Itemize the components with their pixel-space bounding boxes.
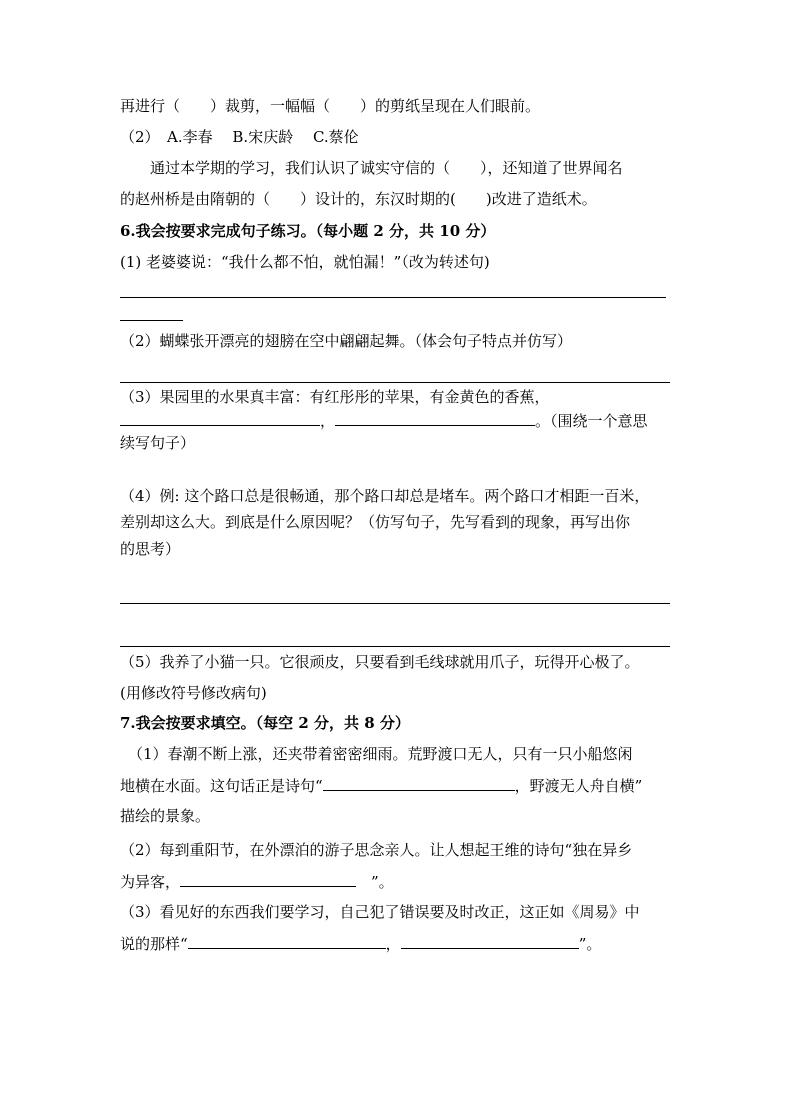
q7-1-blank[interactable] [323,775,515,791]
q6-5-instruction: (用修改符号修改病句) [120,684,267,702]
q6-4-answer-line-2[interactable] [120,646,670,647]
q6-2-answer-line[interactable] [120,382,670,383]
q5-line-3: 通过本学期的学习，我们认识了诚实守信的（ ），还知道了世界闻名 [150,159,623,177]
q6-1-answer-line[interactable] [120,297,666,298]
q7-1-prompt: （1）春潮不断上涨，还夹带着密密细雨。荒野渡口无人，只有一只小船悠闲 [128,745,633,763]
q7-2-fill-row: 为异客， ”。 [120,873,394,891]
q7-2-prompt: （2）每到重阳节，在外漂泊的游子思念亲人。让人想起王维的诗句“独在异乡 [120,841,633,859]
q6-4-answer-line-1[interactable] [120,603,670,604]
q7-1-prompt-end: 描绘的景象。 [120,807,211,825]
q7-3-prompt: （3）看见好的东西我们要学习，自己犯了错误要及时改正，这正如《周易》中 [120,903,640,921]
section-7-heading: 7.我会按要求填空。（每空 2 分，共 8 分） [120,714,410,732]
q6-5-prompt: （5）我养了小猫一只。它很顽皮，只要看到毛线球就用爪子，玩得开心极了。 [120,653,640,671]
q6-4-prompt-3: 的思考） [120,540,181,558]
q6-1-answer-line-short[interactable] [120,320,183,321]
q6-2-prompt: （2）蝴蝶张开漂亮的翅膀在空中翩翩起舞。（体会句子特点并仿写） [120,332,573,350]
q6-3-blank-2[interactable] [335,410,535,426]
q5-options: （2） A.李春 B.宋庆龄 C.蔡伦 [120,128,359,146]
q5-line-4: 的赵州桥是由隋朝的（ ）设计的，东汉时期的( )改进了造纸术。 [120,190,597,208]
q6-4-prompt-2: 差别却这么大。到底是什么原因呢？（仿写句子，先写看到的现象，再写出你 [120,513,631,531]
q7-3-blank-2[interactable] [401,933,579,949]
q5-line-1: 再进行（ ）裁剪，一幅幅（ ）的剪纸呈现在人们眼前。 [120,97,541,115]
q6-3-fill-row: ， 。（围绕一个意思 [120,410,648,431]
q6-1-prompt: (1) 老婆婆说：“我什么都不怕，就怕漏！”（改为转述句) [120,253,490,271]
q6-3-prompt: （3）果园里的水果真丰富：有红彤彤的苹果，有金黄色的香蕉， [120,388,550,406]
q7-2-blank[interactable] [180,871,356,887]
q6-4-prompt-1: （4）例: 这个路口总是很畅通，那个路口却总是堵车。两个路口才相距一百米， [120,487,650,505]
q7-1-fill-row: 地横在水面。这句话正是诗句“ ，野渡无人舟自横” [120,777,643,795]
q7-3-blank-1[interactable] [188,933,386,949]
q7-3-fill-row: 说的那样“ ， ”。 [120,935,602,953]
q6-3-blank-1[interactable] [120,410,320,426]
section-6-heading: 6.我会按要求完成句子练习。（每小题 2 分，共 10 分） [120,222,496,240]
q6-3-prompt-cont: 续写句子） [120,434,196,452]
